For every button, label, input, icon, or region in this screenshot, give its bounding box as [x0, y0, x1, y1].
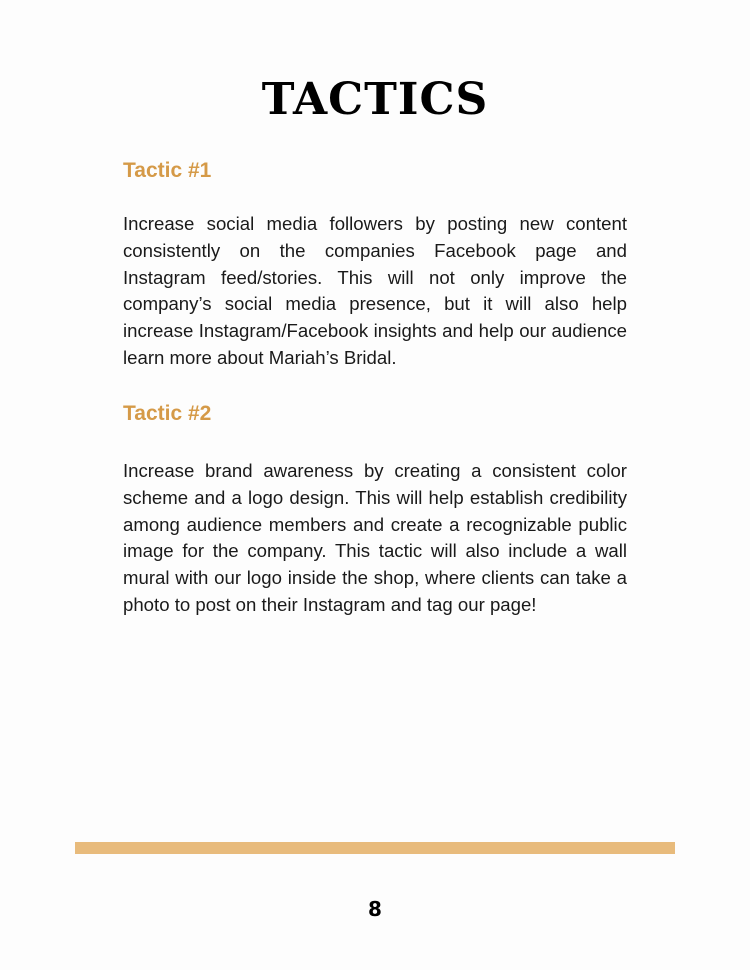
tactic-2-heading: Tactic #2 [123, 402, 212, 425]
tactic-1-heading: Tactic #1 [123, 159, 212, 182]
footer-divider-bar [75, 842, 675, 854]
page-title: TACTICS [261, 74, 489, 125]
tactic-1-body: Increase social media followers by posting new content consistently on the companies Facebook page and Instagram feed/stories. This will not only improve the company’s social media presence, but it will also help increase Instagram/Facebook insights and help our audience learn more about Mariah’s Bridal. [123, 213, 627, 368]
tactic-2-body: Increase brand awareness by creating a consistent color scheme and a logo design. This will help establish credibility among audience members and create a recognizable public image for the company. This tactic will also include a wall mural with our logo inside the shop, where clients can take a photo to post on their Instagram and tag our page! [123, 460, 627, 615]
page-number: 8 [368, 897, 382, 921]
